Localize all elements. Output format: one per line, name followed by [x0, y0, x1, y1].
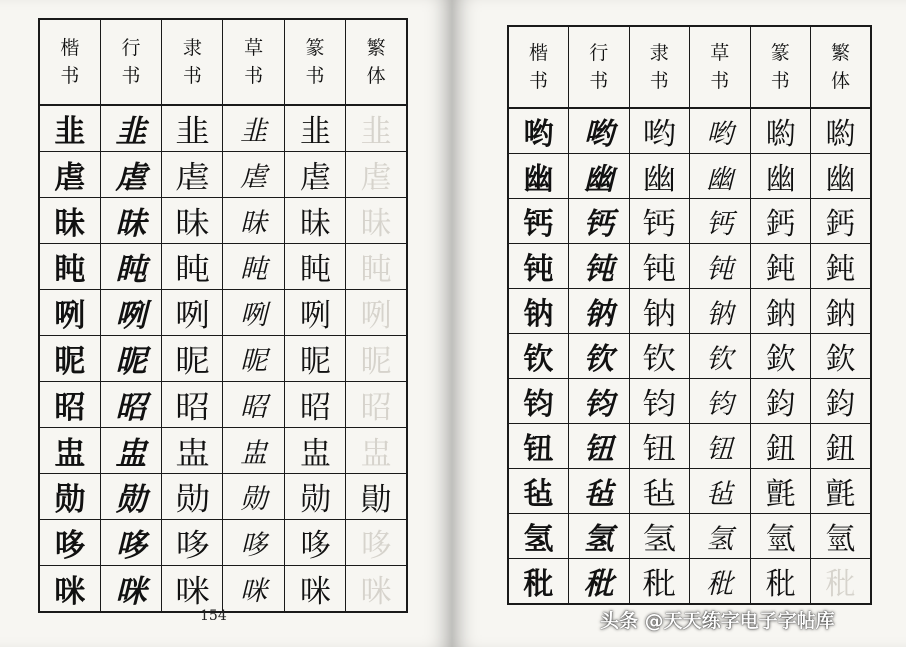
header-top-char: 繁	[366, 36, 386, 59]
left-header-2	[162, 19, 223, 105]
character-cell: 钦	[625, 334, 693, 379]
character-cell: 氢	[569, 514, 630, 559]
character-cell: 咪	[223, 566, 284, 613]
character-cell: 盅	[284, 428, 345, 474]
character-cell: 虐	[100, 152, 161, 198]
character-cell: 咧	[223, 290, 284, 336]
table-row	[39, 566, 407, 613]
left-header-4	[284, 19, 345, 105]
character-cell: 钙	[690, 199, 751, 244]
character-cell: 钧	[569, 379, 630, 424]
character-cell: 鈕	[750, 424, 811, 469]
character-cell: 鈞	[811, 379, 872, 424]
character-cell: 秕	[625, 559, 693, 605]
right-header-3	[690, 26, 751, 108]
right-table-body	[508, 108, 871, 604]
character-cell: 咪	[39, 566, 100, 613]
character-cell: 哆	[284, 520, 345, 566]
left-page	[0, 0, 452, 647]
character-cell: 钮	[625, 424, 693, 469]
header-bottom-char: 书	[528, 70, 548, 92]
character-cell: 昭	[346, 382, 407, 428]
table-row	[39, 336, 407, 382]
character-cell: 钙	[508, 199, 569, 244]
left-header-1	[100, 19, 161, 105]
character-cell: 秕	[811, 559, 872, 605]
character-cell: 鈕	[811, 424, 872, 469]
header-top-char: 草	[244, 36, 264, 59]
character-cell: 盹	[346, 244, 407, 290]
character-cell: 盅	[223, 428, 284, 474]
header-top-char: 行	[121, 36, 141, 59]
table-row	[39, 428, 407, 474]
table-row	[39, 382, 407, 428]
left-table-header	[39, 19, 407, 105]
character-cell: 昵	[284, 336, 345, 382]
table-row	[39, 198, 407, 244]
table-row	[508, 154, 871, 199]
character-cell: 鈍	[811, 244, 872, 289]
character-cell: 幽	[811, 154, 872, 199]
character-cell: 毡	[569, 469, 630, 514]
character-cell: 昭	[39, 382, 100, 428]
character-cell: 氈	[811, 469, 872, 514]
character-cell: 咧	[39, 290, 100, 336]
right-calligraphy-table	[507, 25, 872, 605]
character-cell: 钙	[569, 199, 630, 244]
table-row	[508, 379, 871, 424]
character-cell: 哆	[158, 520, 227, 566]
header-top-char: 楷	[60, 36, 80, 59]
character-cell: 氢	[690, 514, 751, 559]
character-cell: 昵	[158, 336, 227, 382]
character-cell: 咧	[100, 290, 161, 336]
character-cell: 虐	[39, 152, 100, 198]
table-row	[39, 520, 407, 566]
left-table-body	[39, 105, 407, 612]
table-row	[508, 469, 871, 514]
character-cell: 钧	[625, 379, 693, 424]
character-cell: 钧	[508, 379, 569, 424]
character-cell: 喲	[811, 108, 872, 154]
header-top-char: 篆	[770, 41, 790, 64]
header-top-char: 篆	[305, 36, 325, 59]
header-bottom-char: 体	[366, 65, 386, 87]
character-cell: 咧	[346, 290, 407, 336]
character-cell: 毡	[690, 469, 751, 514]
right-page	[452, 0, 906, 647]
watermark: 头条 @天天练字电子字帖库	[600, 610, 835, 632]
character-cell: 勋	[284, 474, 345, 520]
character-cell: 勋	[100, 474, 161, 520]
character-cell: 钦	[690, 334, 751, 379]
character-cell: 钝	[690, 244, 751, 289]
character-cell: 氈	[750, 469, 811, 514]
table-row	[39, 105, 407, 152]
character-cell: 鈣	[811, 199, 872, 244]
header-bottom-char: 书	[710, 70, 730, 92]
character-cell: 哆	[100, 520, 161, 566]
character-cell: 哟	[625, 108, 693, 154]
character-cell: 勋	[223, 474, 284, 520]
character-cell: 勋	[158, 474, 227, 520]
character-cell: 氫	[811, 514, 872, 559]
table-row	[39, 152, 407, 198]
character-cell: 昧	[39, 198, 100, 244]
header-bottom-char: 书	[770, 70, 790, 92]
right-header-4	[750, 26, 811, 108]
character-cell: 毡	[508, 469, 569, 514]
header-bottom-char: 书	[305, 65, 325, 87]
character-cell: 虐	[158, 152, 227, 198]
character-cell: 勛	[346, 474, 407, 520]
character-cell: 咪	[284, 566, 345, 613]
header-top-char: 隶	[649, 41, 669, 64]
character-cell: 韭	[158, 105, 227, 152]
character-cell: 钠	[625, 289, 693, 334]
character-cell: 钠	[508, 289, 569, 334]
character-cell: 秕	[508, 559, 569, 605]
character-cell: 盹	[223, 244, 284, 290]
character-cell: 咪	[158, 566, 227, 613]
right-header-1	[569, 26, 630, 108]
character-cell: 盅	[100, 428, 161, 474]
character-cell: 韭	[346, 105, 407, 152]
character-cell: 鈉	[811, 289, 872, 334]
table-row	[508, 199, 871, 244]
character-cell: 虐	[223, 152, 284, 198]
character-cell: 钠	[690, 289, 751, 334]
header-top-char: 楷	[528, 41, 548, 64]
table-row	[39, 474, 407, 520]
table-row	[508, 108, 871, 154]
character-cell: 昵	[346, 336, 407, 382]
character-cell: 鈍	[750, 244, 811, 289]
character-cell: 喲	[750, 108, 811, 154]
right-header-0	[508, 26, 569, 108]
character-cell: 钝	[508, 244, 569, 289]
header-bottom-char: 书	[121, 65, 141, 87]
character-cell: 氢	[625, 514, 693, 559]
character-cell: 虐	[346, 152, 407, 198]
character-cell: 氢	[508, 514, 569, 559]
character-cell: 幽	[750, 154, 811, 199]
character-cell: 盹	[39, 244, 100, 290]
character-cell: 秕	[569, 559, 630, 605]
header-bottom-char: 书	[60, 65, 80, 87]
character-cell: 秕	[690, 559, 751, 605]
character-cell: 毡	[625, 469, 693, 514]
header-top-char: 行	[589, 41, 609, 64]
character-cell: 哆	[223, 520, 284, 566]
character-cell: 昧	[158, 198, 227, 244]
character-cell: 昵	[223, 336, 284, 382]
character-cell: 钝	[625, 244, 693, 289]
right-header-5	[811, 26, 872, 108]
header-bottom-char: 书	[244, 65, 264, 87]
header-bottom-char: 书	[589, 70, 609, 92]
character-cell: 哆	[346, 520, 407, 566]
character-cell: 哟	[508, 108, 569, 154]
character-cell: 昭	[158, 382, 227, 428]
character-cell: 哟	[569, 108, 630, 154]
table-row	[508, 334, 871, 379]
character-cell: 钦	[569, 334, 630, 379]
character-cell: 勋	[39, 474, 100, 520]
left-header-0	[39, 19, 100, 105]
character-cell: 哟	[690, 108, 751, 154]
character-cell: 韭	[39, 105, 100, 152]
character-cell: 盅	[39, 428, 100, 474]
page-number: 154	[200, 608, 227, 624]
character-cell: 昧	[223, 198, 284, 244]
character-cell: 幽	[690, 154, 751, 199]
character-cell: 钝	[569, 244, 630, 289]
character-cell: 昧	[346, 198, 407, 244]
character-cell: 幽	[625, 154, 693, 199]
header-bottom-char: 书	[182, 65, 202, 87]
character-cell: 咪	[100, 566, 161, 613]
character-cell: 哆	[39, 520, 100, 566]
character-cell: 盹	[284, 244, 345, 290]
character-cell: 鈞	[750, 379, 811, 424]
character-cell: 韭	[100, 105, 161, 152]
left-calligraphy-table	[38, 18, 408, 613]
character-cell: 盹	[100, 244, 161, 290]
right-table-header	[508, 26, 871, 108]
left-header-3	[223, 19, 284, 105]
character-cell: 钙	[625, 199, 693, 244]
table-row	[508, 289, 871, 334]
character-cell: 昭	[284, 382, 345, 428]
header-top-char: 隶	[182, 36, 202, 59]
character-cell: 韭	[284, 105, 345, 152]
header-bottom-char: 体	[830, 70, 850, 92]
character-cell: 咧	[158, 290, 227, 336]
character-cell: 盅	[158, 428, 227, 474]
character-cell: 秕	[750, 559, 811, 605]
character-cell: 钮	[508, 424, 569, 469]
left-header-5	[346, 19, 407, 105]
character-cell: 盅	[346, 428, 407, 474]
table-row	[39, 290, 407, 336]
character-cell: 鈉	[750, 289, 811, 334]
character-cell: 咧	[284, 290, 345, 336]
table-row	[508, 514, 871, 559]
character-cell: 欽	[811, 334, 872, 379]
header-top-char: 繁	[830, 41, 850, 64]
character-cell: 氫	[750, 514, 811, 559]
character-cell: 幽	[508, 154, 569, 199]
table-row	[508, 244, 871, 289]
character-cell: 钧	[690, 379, 751, 424]
character-cell: 欽	[750, 334, 811, 379]
table-row	[508, 424, 871, 469]
character-cell: 钦	[508, 334, 569, 379]
character-cell: 鈣	[750, 199, 811, 244]
character-cell: 幽	[569, 154, 630, 199]
character-cell: 韭	[223, 105, 284, 152]
character-cell: 昵	[39, 336, 100, 382]
character-cell: 昵	[100, 336, 161, 382]
character-cell: 钮	[690, 424, 751, 469]
character-cell: 虐	[284, 152, 345, 198]
header-top-char: 草	[710, 41, 730, 64]
character-cell: 钠	[569, 289, 630, 334]
table-row	[39, 244, 407, 290]
character-cell: 昧	[100, 198, 161, 244]
character-cell: 昧	[284, 198, 345, 244]
character-cell: 昭	[100, 382, 161, 428]
character-cell: 咪	[346, 566, 407, 613]
table-row	[508, 559, 871, 605]
header-bottom-char: 书	[649, 70, 669, 92]
right-header-2	[629, 26, 690, 108]
character-cell: 盹	[158, 244, 227, 290]
character-cell: 钮	[569, 424, 630, 469]
character-cell: 昭	[223, 382, 284, 428]
